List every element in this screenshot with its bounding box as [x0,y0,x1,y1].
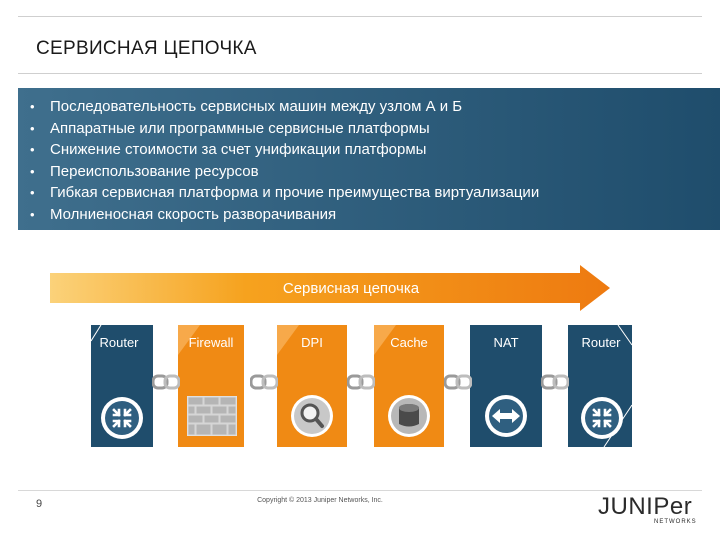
node-label: NAT [493,335,519,350]
bullet-dot: • [30,206,35,222]
bullet-text: Последовательность сервисных машин между узлом А и Б [50,98,463,116]
bullet-item [30,118,539,140]
database-icon [386,393,432,439]
copyright-text: Copyright © 2013 Juniper Networks, Inc. [257,497,383,504]
bullet-list [30,96,539,225]
chain-link-icon [250,374,278,390]
bullet-item [30,204,539,226]
logo-subtext: NETWORKS [654,519,697,525]
router-icon [99,395,145,441]
bidirectional-arrow-icon [483,393,529,439]
node-label: Router [99,335,139,350]
bullet-item [30,161,539,183]
bullet-dot: • [30,99,35,115]
node-label: DPI [301,335,323,350]
router-icon [579,395,625,441]
bullet-text: Молниеносная скорость разворачивания [50,205,337,223]
bullet-dot: • [30,120,35,136]
bullet-text: Аппаратные или программные сервисные платформы [50,119,430,137]
top-divider [18,16,702,17]
chain-link-icon [152,374,180,390]
logo-text: JUNIPer [598,493,693,520]
brick-wall-icon [187,396,237,436]
magnifier-icon [289,393,335,439]
bullet-dot: • [30,185,35,201]
juniper-networks-logo [596,490,706,526]
bullet-item [30,139,539,161]
bullet-dot: • [30,163,35,179]
node-label: Firewall [188,335,234,350]
bullet-item [30,182,539,204]
node-label: Router [581,335,621,350]
chain-link-icon [347,374,375,390]
bullet-item [30,96,539,118]
bullet-text: Переиспользование ресурсов [50,162,259,180]
slide-title: СЕРВИСНАЯ ЦЕПОЧКА [36,38,257,59]
bullet-text: Снижение стоимости за счет унификации платформы [50,141,427,159]
bullet-dot: • [30,142,35,158]
arrow-label: Сервисная цепочка [282,280,420,297]
page-number: 9 [36,498,43,510]
chain-link-icon [444,374,472,390]
node-label: Cache [390,335,428,350]
title-divider [18,73,702,74]
chain-link-icon [541,374,569,390]
bullet-text: Гибкая сервисная платформа и прочие преимущества виртуализации [50,184,540,202]
